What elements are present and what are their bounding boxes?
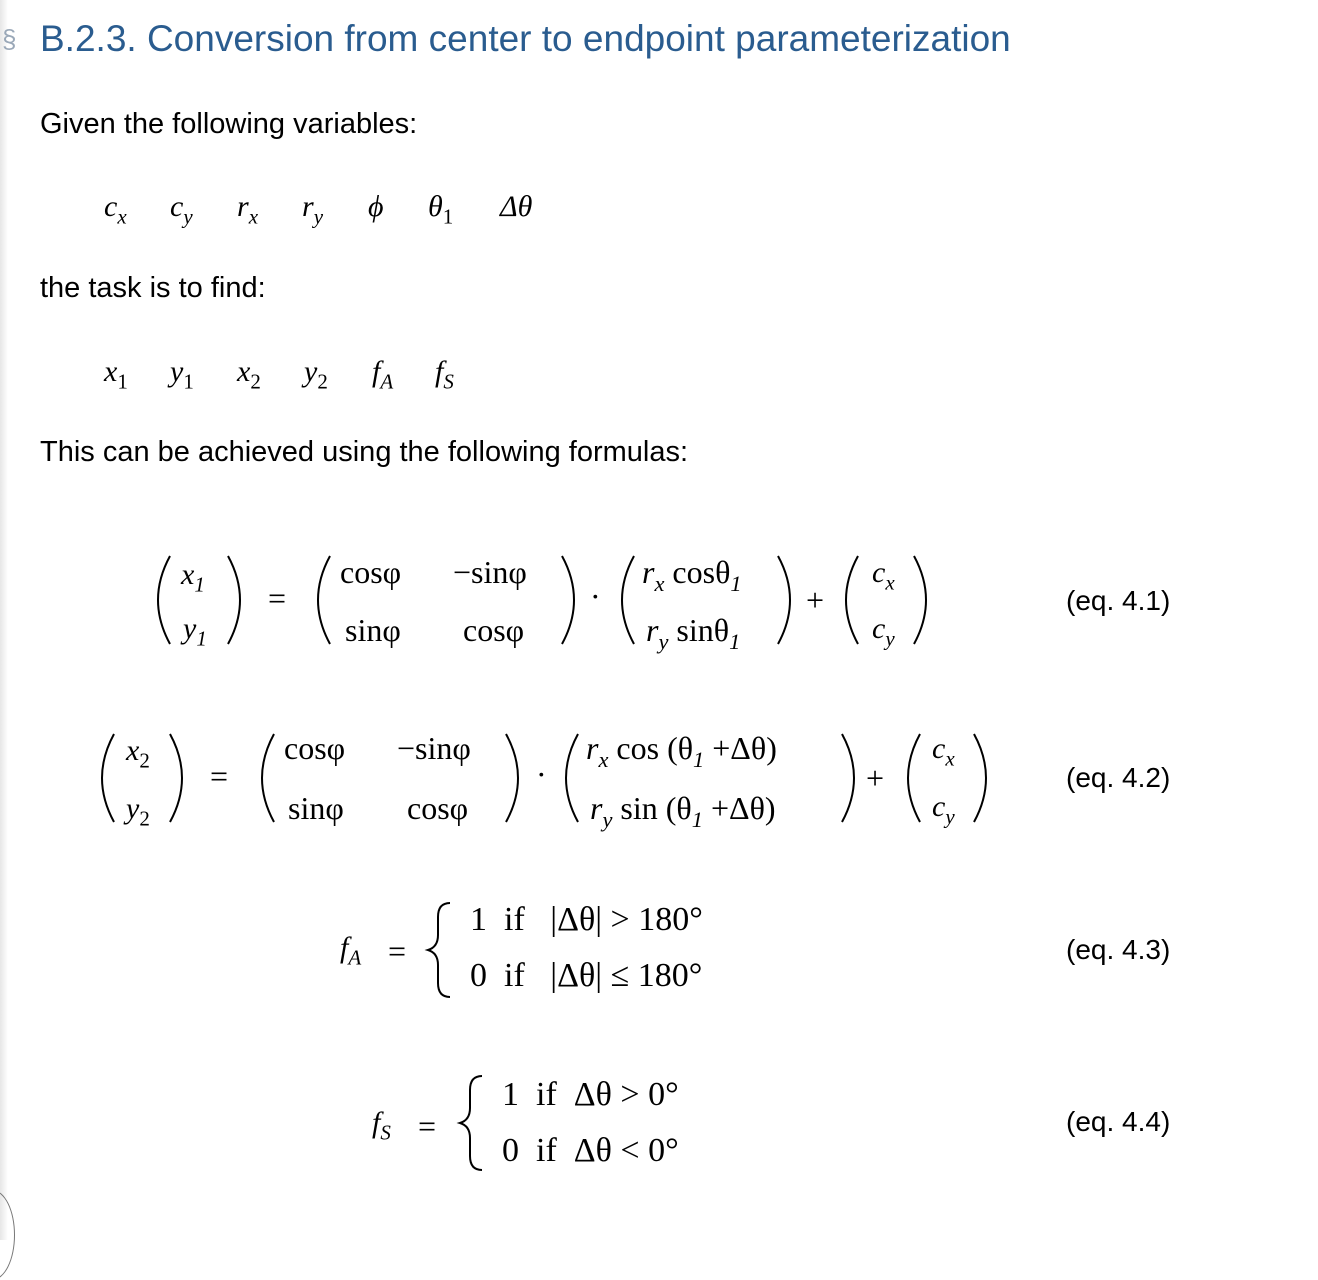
equals-sign: = (268, 580, 287, 616)
vector-top: $r_x$ cosθ$_1$ (642, 554, 742, 596)
vector-top: $r_x$ $\cos (\theta_1 +\Delta\theta)$ (586, 730, 777, 772)
matrix-left-paren (318, 556, 330, 644)
vector-left-paren (566, 734, 578, 822)
task-text: the task is to find: (40, 272, 266, 304)
dot-operator: · (590, 578, 601, 614)
equation-4-3 (0, 895, 1000, 1005)
variable-y1: $y_1$ (170, 355, 194, 394)
variable-delta-theta: Δθ (500, 190, 533, 223)
matrix-m12: −sinφ (453, 554, 527, 590)
equation-label-4-3: (eq. 4.3) (1066, 934, 1171, 965)
case-1: 1 if |Δθ| > 180° (470, 901, 703, 938)
equals-sign: = (388, 933, 407, 969)
equation-label-4-4: (eq. 4.4) (1066, 1106, 1171, 1137)
cx: $c_x$ (872, 556, 895, 595)
fs: $f_S$ (372, 1106, 391, 1145)
equation-label-4-1: (eq. 4.1) (1066, 585, 1171, 616)
lhs-right-paren (170, 734, 182, 822)
cy: $c_y$ (872, 612, 895, 651)
plus-sign: + (866, 760, 885, 796)
matrix-m11: cosφ (284, 730, 346, 766)
fa: $f_A$ (340, 931, 362, 970)
equation-4-2 (0, 718, 1040, 848)
equals-sign: = (210, 758, 229, 794)
variable-x1: $x_1$ (104, 355, 128, 394)
section-heading: B.2.3. Conversion from center to endpoint parameterization (40, 18, 1011, 59)
left-brace (452, 1068, 492, 1178)
y1: $y_1$ (183, 612, 207, 651)
given-variables (0, 190, 700, 230)
corner-decoration (0, 1190, 15, 1280)
x1: $x_1$ (181, 558, 205, 597)
lhs-left-paren (158, 556, 170, 644)
equals-sign: = (418, 1108, 437, 1144)
variable-ry: $r_y$ (302, 190, 324, 229)
plus-sign: + (806, 582, 825, 618)
case-1: 1 if Δθ > 0° (502, 1076, 679, 1113)
case-2: 0 if |Δθ| ≤ 180° (470, 957, 703, 994)
variable-rx: $r_x$ (237, 190, 259, 229)
section-anchor-link[interactable]: § (2, 24, 17, 54)
variable-cx: $c_x$ (104, 190, 127, 229)
formulas-text: This can be achieved using the following formulas: (40, 436, 689, 468)
left-brace (420, 895, 460, 1005)
matrix-m21: sinφ (345, 612, 401, 648)
vector-right-paren (778, 556, 790, 644)
center-right-paren (974, 734, 986, 822)
matrix-right-paren (562, 556, 574, 644)
equation-4-1 (0, 540, 1000, 670)
matrix-m11: cosφ (340, 554, 402, 590)
variable-cy: $c_y$ (170, 190, 193, 229)
center-right-paren (914, 556, 926, 644)
vector-right-paren (842, 734, 854, 822)
matrix-left-paren (262, 734, 274, 822)
matrix-m22: cosφ (463, 612, 525, 648)
lhs-left-paren (102, 734, 114, 822)
dot-operator: · (536, 756, 547, 792)
variable-phi: ϕ (368, 190, 384, 223)
variable-x2: $x_2$ (237, 355, 261, 394)
vector-bottom: $r_y$ $\sin (\theta_1 +\Delta\theta)$ (590, 790, 776, 832)
variable-fa: $f_A$ (372, 355, 394, 394)
equation-label-4-2: (eq. 4.2) (1066, 762, 1171, 793)
variable-fs: $f_S$ (435, 355, 454, 394)
case-2: 0 if Δθ < 0° (502, 1132, 679, 1169)
cx: $c_x$ (932, 732, 955, 771)
y2: $y_2$ (126, 792, 150, 831)
cy: $c_y$ (932, 790, 955, 829)
matrix-right-paren (506, 734, 518, 822)
center-left-paren (908, 734, 920, 822)
variable-y2: $y_2$ (304, 355, 328, 394)
matrix-m12: −sinφ (397, 730, 471, 766)
vector-bottom: $r_y$ sinθ$_1$ (646, 612, 741, 654)
find-variables (0, 355, 700, 395)
intro-text: Given the following variables: (40, 108, 418, 140)
matrix-m22: cosφ (407, 790, 469, 826)
vector-left-paren (622, 556, 634, 644)
variable-theta1: $\theta_1$ (428, 190, 454, 229)
lhs-right-paren (228, 556, 240, 644)
matrix-m21: sinφ (288, 790, 344, 826)
equation-4-4 (0, 1068, 1000, 1178)
center-left-paren (846, 556, 858, 644)
x2: $x_2$ (126, 734, 150, 773)
